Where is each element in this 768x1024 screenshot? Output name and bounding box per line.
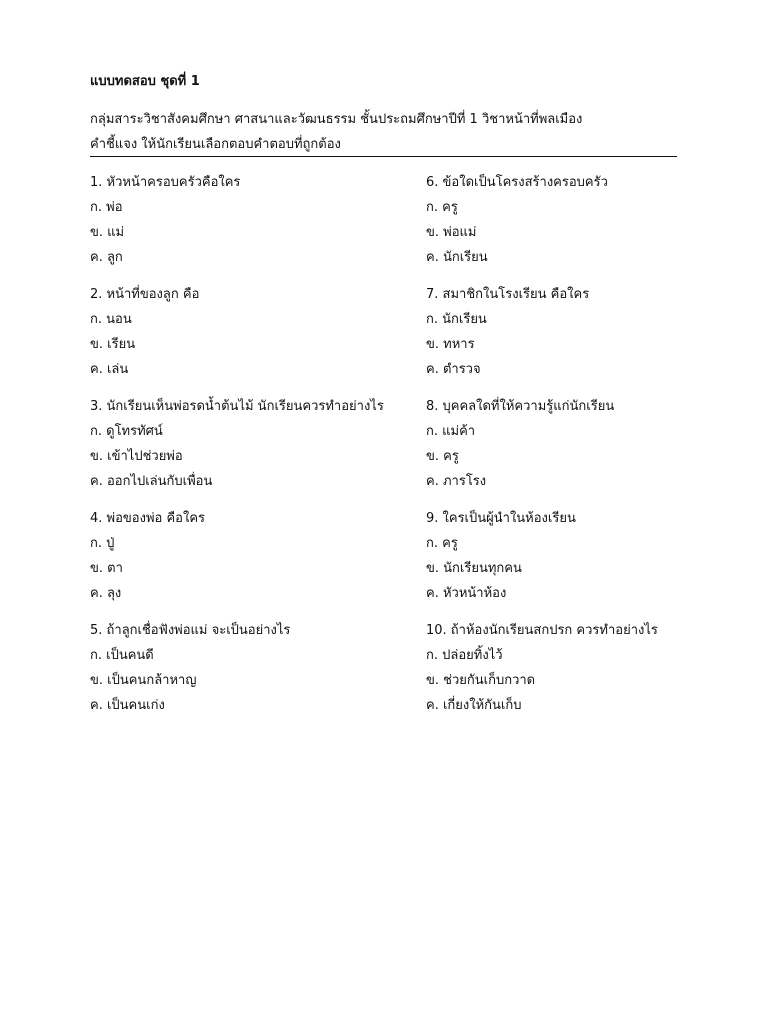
question-10 bbox=[426, 618, 696, 730]
question-text: 10. ถ้าห้องนักเรียนสกปรก ควรทำอย่างไร bbox=[426, 623, 658, 638]
option-c: ค. เล่น bbox=[90, 362, 129, 377]
question-2 bbox=[90, 282, 410, 394]
option-a: ก. แม่ค้า bbox=[426, 424, 476, 439]
option-b: ข. ตา bbox=[90, 561, 123, 576]
option-b: ข. ทหาร bbox=[426, 337, 475, 352]
option-b: ข. แม่ bbox=[90, 225, 125, 240]
subject-line: กลุ่มสาระวิชาสังคมศึกษา ศาสนาและวัฒนธรรม ชั้นประถมศึกษาปีที่ 1 วิชาหน้าที่พลเมือง bbox=[90, 112, 583, 127]
question-text: 1. หัวหน้าครอบครัวคือใคร bbox=[90, 175, 241, 190]
option-b: ข. เข้าไปช่วยพ่อ bbox=[90, 449, 183, 464]
divider-line bbox=[90, 156, 677, 157]
right-question-column bbox=[426, 170, 696, 730]
option-c: ค. ลูก bbox=[90, 250, 123, 265]
question-4 bbox=[90, 506, 410, 618]
option-c: ค. เป็นคนเก่ง bbox=[90, 698, 165, 713]
left-question-column bbox=[90, 170, 410, 730]
option-c: ค. ออกไปเล่นกับเพื่อน bbox=[90, 474, 213, 489]
option-a: ก. ปู่ bbox=[90, 536, 115, 551]
question-text: 2. หน้าที่ของลูก คือ bbox=[90, 287, 200, 302]
question-text: 8. บุคคลใดที่ให้ความรู้แก่นักเรียน bbox=[426, 399, 615, 414]
option-c: ค. ตำรวจ bbox=[426, 362, 481, 377]
question-text: 5. ถ้าลูกเชื่อฟังพ่อแม่ จะเป็นอย่างไร bbox=[90, 623, 291, 638]
question-text: 4. พ่อของพ่อ คือใคร bbox=[90, 511, 205, 526]
question-7 bbox=[426, 282, 696, 394]
option-a: ก. ดูโทรทัศน์ bbox=[90, 424, 163, 439]
option-a: ก. ครู bbox=[426, 200, 458, 215]
option-b: ข. ช่วยกันเก็บกวาด bbox=[426, 673, 536, 688]
option-b: ข. พ่อแม่ bbox=[426, 225, 477, 240]
option-a: ก. เป็นคนดี bbox=[90, 648, 154, 663]
option-b: ข. ครู bbox=[426, 449, 459, 464]
question-6 bbox=[426, 170, 696, 282]
question-text: 6. ข้อใดเป็นโครงสร้างครอบครัว bbox=[426, 175, 608, 190]
page-title: แบบทดสอบ ชุดที่ 1 bbox=[90, 74, 200, 89]
question-9 bbox=[426, 506, 696, 618]
question-5 bbox=[90, 618, 410, 730]
option-b: ข. นักเรียนทุกคน bbox=[426, 561, 522, 576]
question-text: 3. นักเรียนเห็นพ่อรดน้ำต้นไม้ นักเรียนควรทำอย่างไร bbox=[90, 399, 384, 414]
option-a: ก. นักเรียน bbox=[426, 312, 487, 327]
question-8 bbox=[426, 394, 696, 506]
question-text: 9. ใครเป็นผู้นำในห้องเรียน bbox=[426, 511, 576, 526]
option-b: ข. เรียน bbox=[90, 337, 136, 352]
question-3 bbox=[90, 394, 410, 506]
option-c: ค. ลุง bbox=[90, 586, 122, 601]
option-a: ก. ครู bbox=[426, 536, 458, 551]
option-a: ก. ปล่อยทิ้งไว้ bbox=[426, 648, 503, 663]
option-a: ก. พ่อ bbox=[90, 200, 123, 215]
option-b: ข. เป็นคนกล้าหาญ bbox=[90, 673, 197, 688]
option-c: ค. หัวหน้าห้อง bbox=[426, 586, 507, 601]
option-c: ค. เกี่ยงให้กันเก็บ bbox=[426, 698, 522, 713]
instruction-line: คำชี้แจง ให้นักเรียนเลือกตอบคำตอบที่ถูกต้อง bbox=[90, 137, 341, 152]
question-1 bbox=[90, 170, 410, 282]
question-text: 7. สมาชิกในโรงเรียน คือใคร bbox=[426, 287, 590, 302]
option-c: ค. ภารโรง bbox=[426, 474, 487, 489]
option-a: ก. นอน bbox=[90, 312, 132, 327]
option-c: ค. นักเรียน bbox=[426, 250, 488, 265]
